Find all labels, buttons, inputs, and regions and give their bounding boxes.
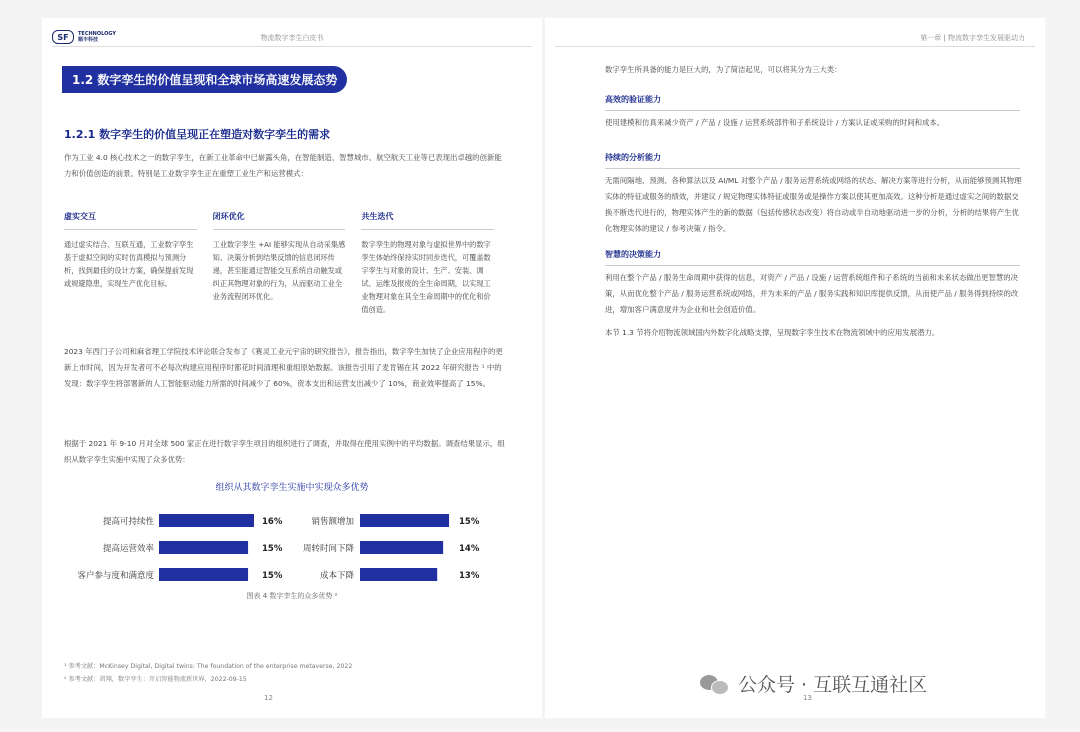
feature-title: 共生迭代 [361,206,494,230]
bar-value-label: 15% [459,517,480,527]
page-number: 12 [264,694,273,702]
chart-caption: 图表 4 数字孪生的众多优势 ² [246,592,338,600]
bar [360,541,443,554]
footnote: ² 参考文献：胡翔，数字孪生：开启智能物流新世界，2022-09-15 [64,676,247,683]
chart-title: 组织从其数字孪生实施中实现众多优势 [215,483,369,493]
feature-title: 虚实交互 [64,206,197,230]
bar-value-label: 15% [262,571,283,581]
logo-line1: TECHNOLOGY [78,31,116,37]
logo-mark: SF [52,30,74,44]
wechat-icon [700,673,730,695]
feature-column [64,206,197,324]
header-divider [52,46,532,47]
bar-category-label: 客户参与度和满意度 [77,571,154,581]
capability-title: 智慧的决策能力 [605,250,661,259]
feature-body: 工业数字孪生 +AI 能够实现从自动采集感知、决策分析到结果反馈的信息闭环传递，甚至能通过智能交互系统自动触发或纠正其物理对象的行为，从而驱动工业全业务流程闭环优化。 [212,240,346,301]
chapter-header: 第一章 | 物流数字孪生发展驱动力 [920,34,1025,42]
bar-value-label: 16% [262,517,283,527]
right-page [545,18,1045,718]
logo-line2: 顺丰科技 [78,37,99,43]
feature-title: 闭环优化 [213,206,346,230]
feature-body: 数字孪生的物理对象与虚拟世界中的数字孪生体始终保持实时同步迭代，可覆盖数字孪生与对象的设计、生产、安装、调试、运维及报废的全生命周期，以实现工业物理对象在其全生命周期中的优化和价值创造。 [361,240,491,314]
bar-category-label: 销售额增加 [311,517,354,527]
intro-paragraph: 作为工业 4.0 核心技术之一的数字孪生，在新工业革命中已崭露头角，在智能制造、智慧城市、航空航天工业等已表现出卓越的创新能力和价值创造的前景。特别是工业数字孪生正在重塑工业生产和运营模式： [64,153,502,178]
page-number: 13 [803,694,812,702]
bar [159,568,248,581]
header-divider [555,46,1035,47]
bar-value-label: 15% [262,544,283,554]
section-divider [605,168,1020,169]
closing-paragraph: 本节 1.3 节将介绍物流领域国内外数字化战略支撑，呈现数字孪生技术在物流领域中的应用发展潜力。 [605,328,940,337]
feature-columns [64,206,494,324]
bar-category-label: 周转时间下降 [302,544,354,554]
bar-category-label: 成本下降 [319,571,354,581]
section-divider [605,265,1020,266]
bar-value-label: 14% [459,544,480,554]
intro-paragraph: 数字孪生所具备的能力是巨大的，为了简洁起见，可以将其分为三大类： [605,65,842,74]
watermark-text: 公众号 · 互联互通社区 [738,674,928,696]
bar-category-label: 提高可持续性 [102,517,154,527]
subsection-heading: 1.2.1 数字孪生的价值呈现正在塑造对数字孪生的需求 [64,128,331,141]
bar [360,568,437,581]
capability-body: 使用建模和仿真来减少资产 / 产品 / 设施 / 运营系统部件和子系统设计 / 方案认证或采购的时间和成本。 [605,118,945,127]
capability-title: 高效的验证能力 [605,95,661,104]
feature-column [361,206,494,324]
footnote: ¹ 参考文献：McKinsey Digital, Digital twins: The foundation of the enterprise metaverse, 2022 [64,663,353,670]
bar [159,514,254,527]
feature-body: 通过虚实结合、互联互通，工业数字孪生基于虚拟空间的实时仿真模拟与预测分析，找到最佳的设计方案，确保提前发现或规避隐患，实现生产优化目标。 [64,240,194,288]
bar-category-label: 提高运营效率 [102,544,154,554]
section-divider [605,110,1020,111]
bar [360,514,449,527]
document-title: 物流数字孪生白皮书 [260,34,324,42]
report-paragraph: 2023 年西门子公司和麻省理工学院技术评论联合发布了《赛灵工业元宇宙的研究报告》，报告指出，数字孪生加快了企业应用程序的更新上市时间，因为开发者可不必每次构建应用程序时都花时间清理和重组原始数据。该报告引用了麦肯锡在其 2022 年研究报告 ¹ 中的发现：数字孪生将部署新的人工智能驱动能力所需的时间减少了 60%，资本支出和运营支出减少了 10%，商业效率提高了 15%。 [64,347,503,388]
capability-title: 持续的分析能力 [605,153,661,162]
capability-body: 利用在整个产品 / 服务生命周期中获得的信息，对资产 / 产品 / 设施 / 运营系统组件和子系统的当前和未来状态做出更智慧的决策，从而优化整个产品 / 服务运营系统或网络，并为未来的产品 / 服务实践和知识库提供反馈，从而使产品 / 服务得到持续的改进，增加客户满意度并为企业和社会创造价值。 [605,273,1019,314]
left-page [42,18,542,718]
survey-paragraph: 根据于 2021 年 9-10 月对全球 500 家正在进行数字孪生项目的组织进行了调查，并取得在使用实例中的平均数据。调查结果显示，组织从数字孪生实施中实现了众多优势： [64,439,505,464]
section-banner: 1.2 数字孪生的价值呈现和全球市场高速发展态势 [62,66,347,93]
bar [159,541,248,554]
bar-value-label: 13% [459,571,480,581]
watermark [700,670,927,697]
feature-column [213,206,346,324]
capability-body: 无需间隔地、预测、各种算法以及 AI/ML 对整个产品 / 服务运营系统或网络的状态、解决方案等进行分析，从而能够预测其物理实体的特征或服务的绩效，并建议 / 规定物理实体特征或服务或是操作方案以使其更加高效。这种分析是通过虚实之间的数据交换不断迭代进行的，物理实体产生的新的数据（包括传感状态改变）将自动或半自动地驱动进一步的分析，分析的结果将产生优化物理实体的建议 / 参考决策 / 指令。 [605,176,1022,233]
benefits-bar-chart [42,498,542,598]
